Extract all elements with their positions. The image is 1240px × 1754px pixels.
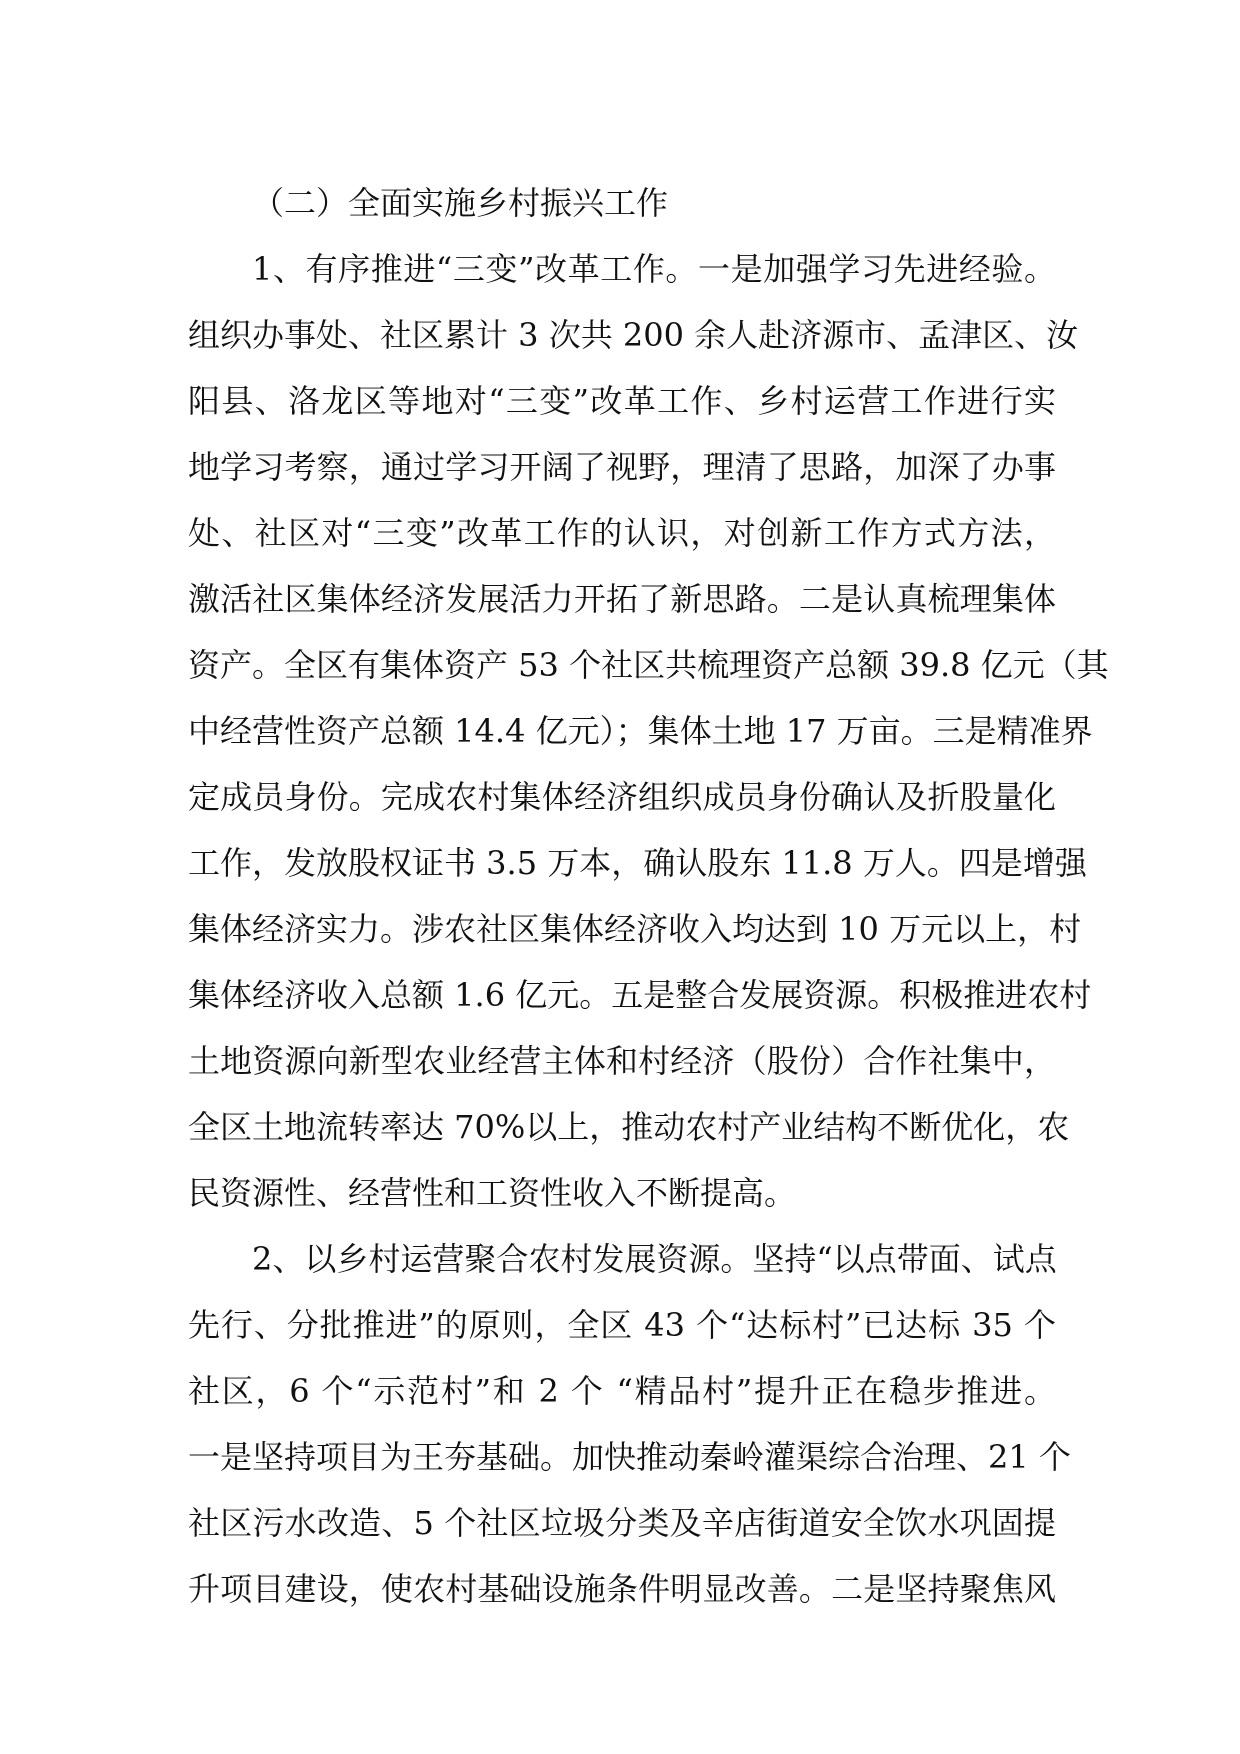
text-line: 组织办事处、社区累计 3 次共 200 余人赴济源市、孟津区、汝 xyxy=(188,316,1079,354)
paragraph-rural-operation xyxy=(188,1226,1071,1622)
text-line: 地学习考察，通过学习开阔了视野，理清了思路，加深了办事 xyxy=(188,448,1056,486)
text-line: 工作，发放股权证书 3.5 万本，确认股东 11.8 万人。四是增强 xyxy=(188,844,1087,882)
text-line: 民资源性、经营性和工资性收入不断提高。 xyxy=(188,1174,797,1212)
document-body xyxy=(188,170,1109,1622)
text-line: 2、以乡村运营聚合农村发展资源。坚持“以点带面、试点 xyxy=(252,1240,1057,1278)
text-line: 全区土地流转率达 70%以上，推动农村产业结构不断优化，农 xyxy=(188,1108,1070,1146)
text-line: 1、有序推进“三变”改革工作。一是加强学习先进经验。 xyxy=(252,250,1056,288)
text-line: 社区污水改造、5 个社区垃圾分类及辛店街道安全饮水巩固提 xyxy=(188,1504,1056,1542)
text-line: 先行、分批推进”的原则，全区 43 个“达标村”已达标 35 个 xyxy=(188,1306,1056,1344)
text-line: 中经营性资产总额 14.4 亿元）；集体土地 17 万亩。三是精准界 xyxy=(188,712,1093,750)
text-line: 集体经济收入总额 1.6 亿元。五是整合发展资源。积极推进农村 xyxy=(188,976,1092,1014)
text-line: 土地资源向新型农业经营主体和村经济（股份）合作社集中， xyxy=(188,1042,1056,1080)
text-line: 定成员身份。完成农村集体经济组织成员身份确认及折股量化 xyxy=(188,778,1056,816)
text-line: 激活社区集体经济发展活力开拓了新思路。二是认真梳理集体 xyxy=(188,580,1056,618)
paragraph-three-changes-reform xyxy=(188,236,1109,1226)
text-line: 集体经济实力。涉农社区集体经济收入均达到 10 万元以上，村 xyxy=(188,910,1082,948)
text-line: 社区，6 个“示范村”和 2 个 “精品村”提升正在稳步推进。 xyxy=(188,1372,1056,1410)
text-line: 升项目建设，使农村基础设施条件明显改善。二是坚持聚焦风 xyxy=(188,1570,1056,1608)
section-heading: （二）全面实施乡村振兴工作 xyxy=(252,184,669,222)
text-line: 阳县、洛龙区等地对“三变”改革工作、乡村运营工作进行实 xyxy=(188,382,1056,420)
text-line: 一是坚持项目为王夯基础。加快推动秦岭灌渠综合治理、21 个 xyxy=(188,1438,1071,1476)
text-line: 处、社区对“三变”改革工作的认识，对创新工作方式方法， xyxy=(188,514,1056,552)
text-line: 资产。全区有集体资产 53 个社区共梳理资产总额 39.8 亿元（其 xyxy=(188,646,1109,684)
